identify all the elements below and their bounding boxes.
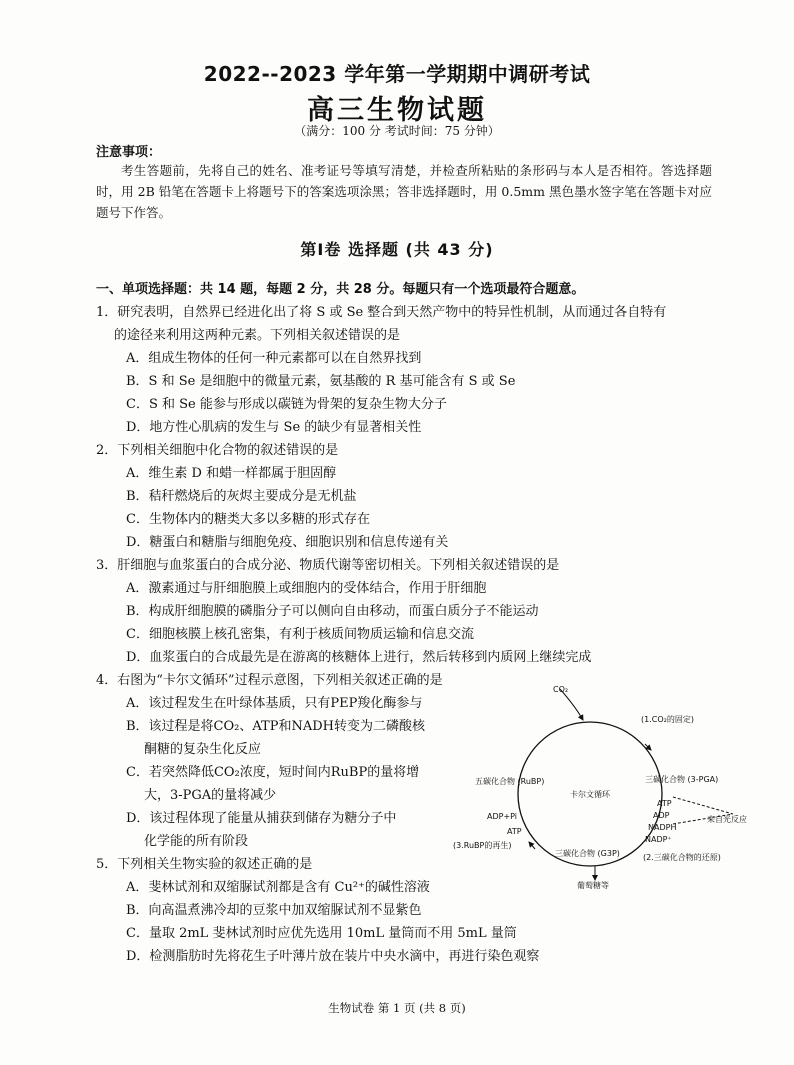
option-text: C．若突然降低CO₂浓度，短时间内RuBP的量将增	[126, 765, 420, 780]
option	[126, 761, 456, 807]
nadph-label: NADPH	[648, 823, 677, 832]
subject-title: 高三生物试题	[307, 95, 487, 126]
option: A．激素通过与肝细胞膜上或细胞内的受体结合，作用于肝细胞	[126, 581, 487, 596]
atp-label: ATP	[657, 799, 672, 808]
section-title: 第Ⅰ卷 选择题 (共 43 分)	[300, 240, 494, 259]
question-stem: 2．下列相关细胞中化合物的叙述错误的是	[96, 443, 339, 458]
option: D．糖蛋白和糖脂与细胞免疫、细胞识别和信息传递有关	[126, 535, 449, 550]
option: C．细胞核膜上核孔密集，有利于核质间物质运输和信息交流	[126, 627, 474, 642]
question-stem: 4．右图为“卡尔文循环”过程示意图，下列相关叙述正确的是	[96, 673, 443, 688]
question-stem: 3．肝细胞与血浆蛋白的合成分泌、物质代谢等密切相关。下列相关叙述错误的是	[96, 558, 560, 573]
option	[126, 807, 456, 853]
cycle-label: 卡尔文循环	[570, 790, 610, 799]
page-footer: 生物试卷 第 1 页 (共 8 页)	[328, 1001, 466, 1015]
option-text-cont: 大，3-PGA的量将减少	[144, 788, 277, 803]
sugar-label: 葡萄糖等	[577, 881, 609, 889]
option: A．斐林试剂和双缩脲试剂都是含有 Cu²⁺的碱性溶液	[126, 880, 430, 895]
atp-left-label: ATP	[507, 827, 522, 836]
fixation-label: (1.CO₂的固定)	[641, 715, 694, 724]
question-1-stem	[96, 301, 714, 347]
question-stem: 1．研究表明，自然界已经进化出了将 S 或 Se 整合到天然产物中的特异性机制，从而通过各自特有	[96, 305, 667, 320]
option: A．组成生物体的任何一种元素都可以在自然界找到	[126, 351, 422, 366]
option: D．血浆蛋白的合成最先是在游离的核糖体上进行，然后转移到内质网上继续完成	[126, 650, 592, 665]
nadp-label: NADP⁺	[645, 835, 672, 844]
co2-label: CO₂	[553, 685, 569, 694]
option: A．维生素 D 和蜡一样都属于胆固醇	[126, 466, 337, 481]
notice-heading: 注意事项：	[96, 145, 162, 160]
option-text-cont: 化学能的所有阶段	[144, 834, 249, 849]
rubp-label: 五碳化合物 (RuBP)	[475, 777, 545, 786]
option: B．向高温煮沸冷却的豆浆中加双缩脲试剂不显紫色	[126, 903, 422, 918]
light-reaction-label: 来自光反应	[707, 815, 747, 824]
part-title: 一、单项选择题：共 14 题，每题 2 分，共 28 分。每题只有一个选项最符合题意。	[96, 282, 585, 297]
question-2-stem	[96, 439, 712, 462]
option: C．生物体内的糖类大多以多糖的形式存在	[126, 512, 370, 527]
adp-label: ADP	[653, 811, 670, 820]
option-text-cont: 酮糖的复杂生化反应	[144, 742, 262, 757]
question-5-stem	[96, 853, 712, 876]
score-info: （满分：100 分 考试时间：75 分钟）	[294, 124, 500, 138]
notice-body: 考生答题前，先将自己的姓名、准考证号等填写清楚，并检查所粘贴的条形码与本人是否相符。答选择题时，用 2B 铅笔在答题卡上将题号下的答案选项涂黑；答非选择题时，用 0.5mm 黑色墨水签字笔在答题卡对应题号下作答。	[96, 163, 712, 220]
option-text: A．该过程发生在叶绿体基质，只有PEP羧化酶参与	[126, 696, 423, 711]
cycle-arrow	[529, 842, 535, 849]
option: C．S 和 Se 能参与形成以碳链为骨架的复杂生物大分子	[126, 397, 447, 412]
option: B．构成肝细胞膜的磷脂分子可以侧向自由移动，而蛋白质分子不能运动	[126, 604, 539, 619]
reduction-label: (2.三碳化合物的还原)	[643, 853, 721, 862]
question-3-stem	[96, 554, 712, 577]
option: D．地方性心肌病的发生与 Se 的缺少有显著相关性	[126, 420, 422, 435]
option: B．秸秆燃烧后的灰烬主要成分是无机盐	[126, 489, 357, 504]
option-text: D．该过程体现了能量从捕获到储存为糖分子中	[126, 811, 397, 826]
question-stem-cont: 的途径来利用这两种元素。下列相关叙述错误的是	[114, 328, 401, 343]
option: C．量取 2mL 斐林试剂时应优先选用 10mL 量筒而不用 5mL 量筒	[126, 926, 517, 941]
option: B．S 和 Se 是细胞中的微量元素，氨基酸的 R 基可能含有 S 或 Se	[126, 374, 516, 389]
regeneration-label: (3.RuBP的再生)	[453, 841, 512, 850]
option-text: B．该过程是将CO₂、ATP和NADH转变为二磷酸核	[126, 719, 425, 734]
adp-pi-label: ADP+Pi	[487, 812, 518, 821]
option	[126, 715, 456, 761]
option: D．检测脂肪时先将花生子叶薄片放在装片中央水滴中，再进行染色观察	[126, 949, 540, 964]
exam-title: 2022--2023 学年第一学期期中调研考试	[203, 62, 591, 86]
question-stem: 5．下列相关生物实验的叙述正确的是	[96, 857, 313, 872]
g3p-label: 三碳化合物 (G3P)	[555, 849, 620, 858]
option	[126, 692, 456, 715]
pga-label: 三碳化合物 (3-PGA)	[645, 775, 719, 784]
